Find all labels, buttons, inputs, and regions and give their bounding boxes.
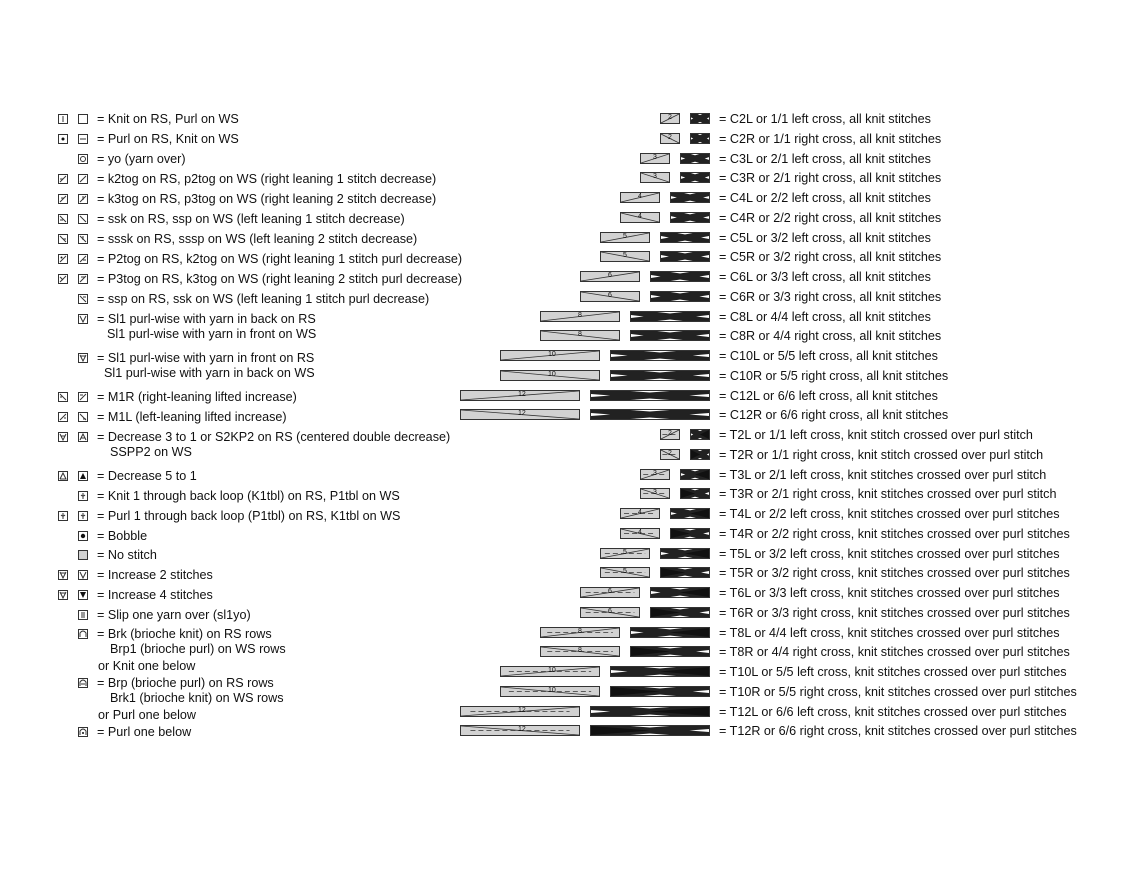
cable-cross-symbol bbox=[680, 488, 710, 499]
cable-cross-symbol bbox=[650, 271, 710, 282]
cable-shaded-symbol bbox=[660, 449, 680, 460]
cable-cross-symbol bbox=[610, 666, 710, 677]
cable-cross-symbol bbox=[690, 113, 710, 124]
legend-text: = k2tog on RS, p2tog on WS (right leaning 1 stitch decrease) bbox=[97, 172, 437, 186]
cable-shaded-symbol bbox=[460, 706, 580, 717]
legend-text: = Slip one yarn over (sl1yo) bbox=[97, 608, 251, 622]
cable-count: 4 bbox=[638, 509, 642, 516]
cable-cross-symbol bbox=[690, 449, 710, 460]
cable-cross-symbol bbox=[610, 350, 710, 361]
cable-row bbox=[0, 406, 1140, 424]
legend-text: = Knit on RS, Purl on WS bbox=[97, 112, 239, 126]
cable-row bbox=[0, 643, 1140, 661]
cable-text: = T4L or 2/2 left cross, knit stitches crossed over purl stitches bbox=[719, 507, 1060, 521]
cable-shaded-symbol bbox=[460, 390, 580, 401]
cable-row bbox=[0, 564, 1140, 582]
cable-cross-symbol bbox=[590, 706, 710, 717]
cable-count: 10 bbox=[548, 370, 556, 378]
cable-text: = T12L or 6/6 left cross, knit stitches crossed over purl stitches bbox=[719, 704, 1067, 719]
cable-text: = C12L or 6/6 left cross, all knit stitches bbox=[719, 388, 938, 403]
cable-text: = T6R or 3/3 right cross, knit stitches crossed over purl stitches bbox=[719, 605, 1070, 620]
cable-text: = T3R or 2/1 right cross, knit stitches crossed over purl stitch bbox=[719, 487, 1057, 502]
cable-count: 6 bbox=[608, 291, 612, 299]
cable-text: = C10L or 5/5 left cross, all knit stitches bbox=[719, 349, 938, 363]
cable-count: 2 bbox=[668, 449, 672, 457]
cable-cross-symbol bbox=[590, 725, 710, 736]
cable-row bbox=[0, 209, 1140, 227]
cable-cross-symbol bbox=[670, 508, 710, 519]
cable-cross-symbol bbox=[610, 686, 710, 697]
legend-text: = yo (yarn over) bbox=[97, 152, 186, 166]
cable-cross-symbol bbox=[590, 409, 710, 420]
cable-shaded-symbol bbox=[620, 212, 660, 223]
cable-cross-symbol bbox=[630, 627, 710, 638]
cable-row bbox=[0, 130, 1140, 148]
cable-cross-symbol bbox=[630, 311, 710, 322]
cable-text: = C8R or 4/4 right cross, all knit stitches bbox=[719, 329, 942, 344]
cable-text: = C4L or 2/2 left cross, all knit stitches bbox=[719, 191, 931, 205]
cable-shaded-symbol bbox=[500, 666, 600, 677]
cable-text: = C10R or 5/5 right cross, all knit stitches bbox=[719, 368, 949, 383]
legend-text: = M1L (left-leaning lifted increase) bbox=[97, 410, 287, 424]
cable-shaded-symbol bbox=[500, 350, 600, 361]
cable-row bbox=[0, 367, 1140, 385]
cable-text: = T3L or 2/1 left cross, knit stitches crossed over purl stitch bbox=[719, 467, 1047, 482]
cable-text: = T5R or 3/2 right cross, knit stitches crossed over purl stitches bbox=[719, 566, 1070, 581]
cable-count: 2 bbox=[668, 133, 672, 141]
legend-subtext: Sl1 purl-wise with yarn in back on WS bbox=[104, 366, 315, 380]
cable-row bbox=[0, 446, 1140, 464]
cable-cross-symbol bbox=[630, 330, 710, 341]
cable-row bbox=[0, 268, 1140, 286]
cable-shaded-symbol bbox=[660, 133, 680, 144]
cable-count: 5 bbox=[623, 548, 627, 556]
cable-count: 5 bbox=[623, 252, 627, 260]
cable-text: = C12R or 6/6 right cross, all knit stitches bbox=[719, 408, 949, 423]
cable-cross-symbol bbox=[670, 192, 710, 203]
cable-text: = C6L or 3/3 left cross, all knit stitches bbox=[719, 270, 931, 284]
cable-count: 5 bbox=[623, 568, 627, 576]
cable-shaded-symbol bbox=[640, 469, 670, 480]
cable-row bbox=[0, 485, 1140, 503]
cable-cross-symbol bbox=[650, 587, 710, 598]
cable-count: 3 bbox=[653, 489, 657, 497]
cable-count: 6 bbox=[608, 607, 612, 615]
cable-count: 6 bbox=[608, 272, 612, 279]
cable-shaded-symbol bbox=[460, 725, 580, 736]
cable-row bbox=[0, 426, 1140, 444]
cable-cross-symbol bbox=[630, 646, 710, 657]
cable-text: = T2R or 1/1 right cross, knit stitch crossed over purl stitch bbox=[719, 447, 1044, 462]
legend-subtext: Sl1 purl-wise with yarn in front on WS bbox=[107, 327, 317, 341]
cable-row bbox=[0, 545, 1140, 563]
cable-count: 8 bbox=[578, 647, 582, 655]
legend-text: = P2tog on RS, k2tog on WS (right leaning 1 stitch purl decrease) bbox=[97, 252, 463, 266]
cable-shaded-symbol bbox=[600, 548, 650, 559]
legend-text: = Increase 2 stitches bbox=[97, 568, 213, 582]
cable-cross-symbol bbox=[660, 548, 710, 559]
legend-text: = Sl1 purl-wise with yarn in front on RS bbox=[97, 351, 315, 365]
cable-text: = C5L or 3/2 left cross, all knit stitches bbox=[719, 230, 931, 245]
cable-row bbox=[0, 189, 1140, 207]
cable-shaded-symbol bbox=[600, 232, 650, 243]
cable-count: 3 bbox=[653, 469, 657, 477]
legend-subtext: Brk1 (brioche knit) on WS rows bbox=[110, 691, 284, 705]
legend-text: = Sl1 purl-wise with yarn in back on RS bbox=[97, 312, 316, 326]
cable-row bbox=[0, 525, 1140, 543]
cable-count: 10 bbox=[548, 686, 556, 694]
cable-text: = C6R or 3/3 right cross, all knit stitches bbox=[719, 289, 942, 304]
cable-count: 12 bbox=[518, 706, 526, 714]
cable-cross-symbol bbox=[660, 251, 710, 262]
cable-row bbox=[0, 683, 1140, 701]
cable-text: = T4R or 2/2 right cross, knit stitches crossed over purl stitches bbox=[719, 526, 1070, 541]
cable-text: = C3R or 2/1 right cross, all knit stitches bbox=[719, 171, 942, 186]
cable-cross-symbol bbox=[660, 567, 710, 578]
cable-cross-symbol bbox=[650, 291, 710, 302]
cable-count: 3 bbox=[653, 173, 657, 181]
cable-count: 12 bbox=[518, 390, 526, 398]
cable-shaded-symbol bbox=[640, 488, 670, 499]
cable-count: 4 bbox=[638, 212, 642, 220]
cable-row bbox=[0, 347, 1140, 365]
legend-text: = M1R (right-leaning lifted increase) bbox=[97, 390, 297, 404]
cable-row bbox=[0, 248, 1140, 266]
cable-row bbox=[0, 703, 1140, 721]
cable-cross-symbol bbox=[650, 607, 710, 618]
cable-text: = C5R or 3/2 right cross, all knit stitches bbox=[719, 250, 942, 265]
legend-text: = Brp (brioche purl) on RS rows bbox=[97, 676, 274, 690]
cable-count: 6 bbox=[608, 588, 612, 595]
cable-row bbox=[0, 624, 1140, 642]
legend-text: = Purl one below bbox=[97, 725, 192, 739]
cable-shaded-symbol bbox=[660, 429, 680, 440]
cable-row bbox=[0, 663, 1140, 681]
legend-text: = Decrease 5 to 1 bbox=[97, 469, 197, 483]
cable-shaded-symbol bbox=[580, 587, 640, 598]
cable-row bbox=[0, 110, 1140, 128]
legend-text: = ssk on RS, ssp on WS (left leaning 1 stitch decrease) bbox=[97, 212, 405, 226]
cable-count: 4 bbox=[638, 193, 642, 200]
cable-row bbox=[0, 722, 1140, 740]
legend-text: = Purl on RS, Knit on WS bbox=[97, 132, 239, 146]
cable-row bbox=[0, 169, 1140, 187]
cable-text: = T10R or 5/5 right cross, knit stitches crossed over purl stitches bbox=[719, 684, 1077, 699]
legend-text: = Decrease 3 to 1 or S2KP2 on RS (centered double decrease) bbox=[97, 430, 451, 444]
legend-text: = No stitch bbox=[97, 548, 157, 562]
cable-shaded-symbol bbox=[500, 686, 600, 697]
legend-text: = k3tog on RS, p3tog on WS (right leaning 2 stitch decrease) bbox=[97, 192, 437, 206]
cable-count: 2 bbox=[668, 114, 672, 121]
legend-text: = Increase 4 stitches bbox=[97, 588, 213, 602]
cable-count: 8 bbox=[578, 311, 582, 319]
legend-subtext: or Knit one below bbox=[98, 659, 196, 673]
legend-text: = P3tog on RS, k3tog on WS (right leaning 2 stitch purl decrease) bbox=[97, 272, 463, 286]
legend-text: = ssp on RS, ssk on WS (left leaning 1 stitch purl decrease) bbox=[97, 292, 430, 306]
cable-cross-symbol bbox=[680, 172, 710, 183]
cable-text: = C2L or 1/1 left cross, all knit stitches bbox=[719, 112, 931, 126]
cable-shaded-symbol bbox=[580, 271, 640, 282]
cable-row bbox=[0, 327, 1140, 345]
cable-cross-symbol bbox=[670, 528, 710, 539]
cable-shaded-symbol bbox=[540, 311, 620, 322]
cable-row bbox=[0, 505, 1140, 523]
cable-count: 5 bbox=[623, 232, 627, 240]
cable-text: = C3L or 2/1 left cross, all knit stitches bbox=[719, 151, 931, 166]
cable-shaded-symbol bbox=[620, 528, 660, 539]
cable-shaded-symbol bbox=[500, 370, 600, 381]
cable-row bbox=[0, 584, 1140, 602]
cable-count: 12 bbox=[518, 410, 526, 418]
cable-text: = T5L or 3/2 left cross, knit stitches crossed over purl stitches bbox=[719, 546, 1060, 561]
legend-text: = Bobble bbox=[97, 529, 148, 543]
cable-count: 2 bbox=[668, 430, 672, 437]
legend-subtext: Brp1 (brioche purl) on WS rows bbox=[110, 642, 286, 656]
cable-shaded-symbol bbox=[620, 508, 660, 519]
cable-shaded-symbol bbox=[540, 330, 620, 341]
cable-shaded-symbol bbox=[540, 646, 620, 657]
cable-row bbox=[0, 229, 1140, 247]
legend-text: = Purl 1 through back loop (P1tbl) on RS, K1tbl on WS bbox=[97, 509, 401, 523]
cable-row bbox=[0, 150, 1140, 168]
cable-cross-symbol bbox=[690, 429, 710, 440]
cable-shaded-symbol bbox=[640, 172, 670, 183]
cable-text: = T6L or 3/3 left cross, knit stitches crossed over purl stitches bbox=[719, 586, 1060, 600]
legend-text: = sssk on RS, sssp on WS (left leaning 2 stitch decrease) bbox=[97, 232, 418, 246]
cable-count: 4 bbox=[638, 528, 642, 536]
cable-text: = C2R or 1/1 right cross, all knit stitches bbox=[719, 131, 942, 146]
cable-text: = T8L or 4/4 left cross, knit stitches crossed over purl stitches bbox=[719, 625, 1060, 640]
cable-shaded-symbol bbox=[460, 409, 580, 420]
cable-shaded-symbol bbox=[580, 607, 640, 618]
legend-subtext: or Purl one below bbox=[98, 708, 197, 722]
cable-cross-symbol bbox=[610, 370, 710, 381]
cable-text: = T8R or 4/4 right cross, knit stitches crossed over purl stitches bbox=[719, 645, 1070, 660]
cable-text: = T12R or 6/6 right cross, knit stitches crossed over purl stitches bbox=[719, 724, 1077, 739]
cable-text: = T2L or 1/1 left cross, knit stitch crossed over purl stitch bbox=[719, 428, 1033, 442]
cable-cross-symbol bbox=[690, 133, 710, 144]
cable-count: 3 bbox=[653, 153, 657, 161]
cable-text: = C4R or 2/2 right cross, all knit stitches bbox=[719, 210, 942, 225]
cable-row bbox=[0, 308, 1140, 326]
cable-count: 10 bbox=[548, 351, 556, 358]
cable-cross-symbol bbox=[670, 212, 710, 223]
cable-text: = C8L or 4/4 left cross, all knit stitches bbox=[719, 309, 931, 324]
cable-shaded-symbol bbox=[600, 567, 650, 578]
cable-count: 12 bbox=[518, 726, 526, 734]
cable-count: 8 bbox=[578, 627, 582, 635]
cable-shaded-symbol bbox=[620, 192, 660, 203]
cable-text: = T10L or 5/5 left cross, knit stitches crossed over purl stitches bbox=[719, 665, 1067, 679]
legend-subtext: SSPP2 on WS bbox=[110, 445, 192, 459]
cable-count: 10 bbox=[548, 667, 556, 674]
cable-cross-symbol bbox=[680, 153, 710, 164]
cable-shaded-symbol bbox=[580, 291, 640, 302]
cable-row bbox=[0, 288, 1140, 306]
cable-row bbox=[0, 604, 1140, 622]
cable-shaded-symbol bbox=[540, 627, 620, 638]
cable-shaded-symbol bbox=[600, 251, 650, 262]
cable-shaded-symbol bbox=[660, 113, 680, 124]
cable-cross-symbol bbox=[660, 232, 710, 243]
cable-row bbox=[0, 387, 1140, 405]
cable-row bbox=[0, 466, 1140, 484]
cable-cross-symbol bbox=[680, 469, 710, 480]
cable-count: 8 bbox=[578, 331, 582, 339]
cable-shaded-symbol bbox=[640, 153, 670, 164]
legend-text: = Knit 1 through back loop (K1tbl) on RS, P1tbl on WS bbox=[97, 489, 400, 503]
legend-text: = Brk (brioche knit) on RS rows bbox=[97, 627, 272, 641]
cable-cross-symbol bbox=[590, 390, 710, 401]
